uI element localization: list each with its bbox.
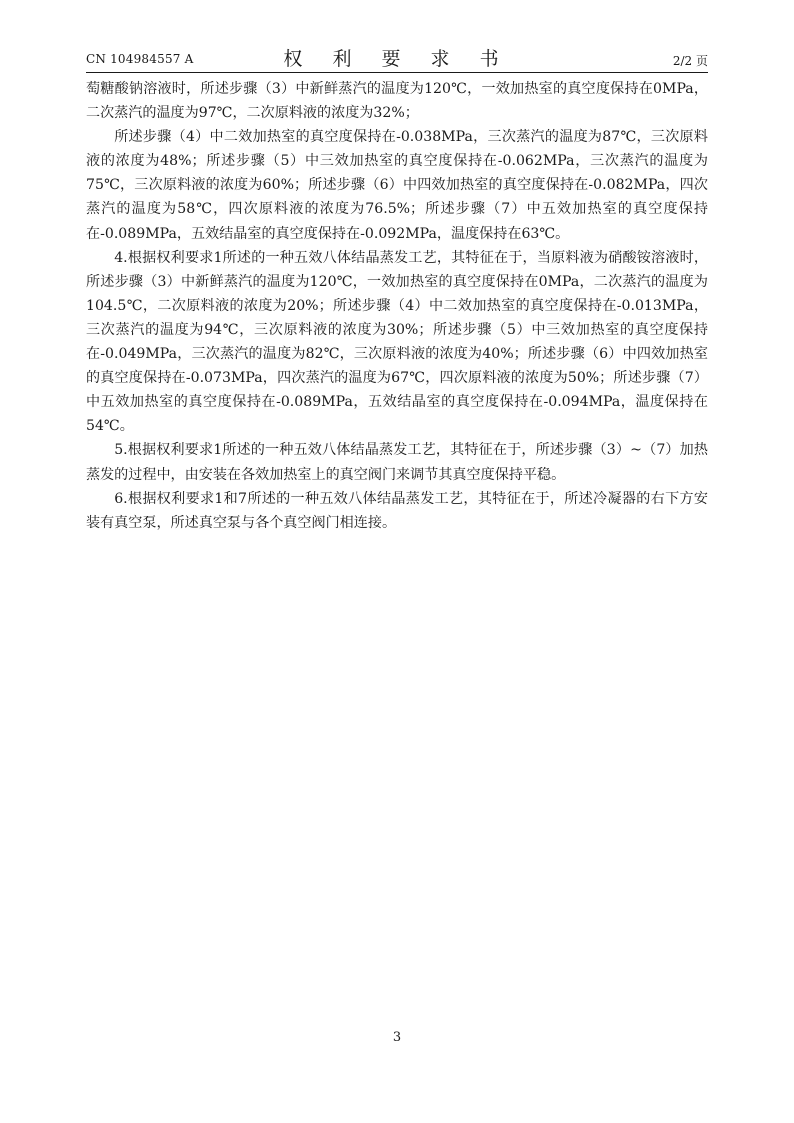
claim-6-paragraph: 6.根据权利要求1和7所述的一种五效八体结晶蒸发工艺，其特征在于，所述冷凝器的右下方安装有真空泵，所述真空泵与各个真空阀门相连接。	[86, 490, 708, 531]
claim-5-paragraph: 5.根据权利要求1所述的一种五效八体结晶蒸发工艺，其特征在于，所述步骤（3）~（7）加热蒸发的过程中，由安装在各效加热室上的真空阀门来调节其真空度保持平稳。	[86, 442, 708, 483]
claims-body	[86, 77, 708, 535]
header-divider	[86, 72, 708, 73]
page-count: 2/2 页	[672, 54, 708, 68]
claim-4-paragraph: 4.根据权利要求1所述的一种五效八体结晶蒸发工艺，其特征在于，当原料液为硝酸铵溶液时，所述步骤（3）中新鲜蒸汽的温度为120℃，一效加热室的真空度保持在0MPa，二次蒸汽的温度为104.5℃，二次原料液的浓度为20%；所述步骤（4）中二效加热室的真空度保持在-0.013MPa，三次蒸汽的温度为94℃，三次原料液的浓度为30%；所述步骤（5）中三效加热室的真空度保持在-0.049MPa，三次蒸汽的温度为82℃，三次原料液的浓度为40%；所述步骤（6）中四效加热室的真空度保持在-0.073MPa，四次蒸汽的温度为67℃，四次原料液的浓度为50%；所述步骤（7）中五效加热室的真空度保持在-0.089MPa，五效结晶室的真空度保持在-0.094MPa，温度保持在54℃。	[86, 249, 708, 435]
document-header	[86, 38, 708, 70]
page-number: 3	[392, 1030, 402, 1045]
claim-paragraph-steps: 所述步骤（4）中二效加热室的真空度保持在-0.038MPa，三次蒸汽的温度为87℃，三次原料液的浓度为48%；所述步骤（5）中三效加热室的真空度保持在-0.062MPa，三次蒸汽的温度为75℃，三次原料液的浓度为60%；所述步骤（6）中四效加热室的真空度保持在-0.082MPa，四次蒸汽的温度为58℃，四次原料液的浓度为76.5%；所述步骤（7）中五效加热室的真空度保持在-0.089MPa，五效结晶室的真空度保持在-0.092MPa，温度保持在63℃。	[86, 129, 708, 242]
document-title: 权 利 要 求 书	[283, 48, 511, 70]
publication-number: CN 104984557 A	[86, 52, 194, 66]
claim-paragraph-continuation: 萄糖酸钠溶液时，所述步骤（3）中新鲜蒸汽的温度为120℃，一效加热室的真空度保持在0MPa，二次蒸汽的温度为97℃，二次原料液的浓度为32%；	[86, 81, 708, 122]
